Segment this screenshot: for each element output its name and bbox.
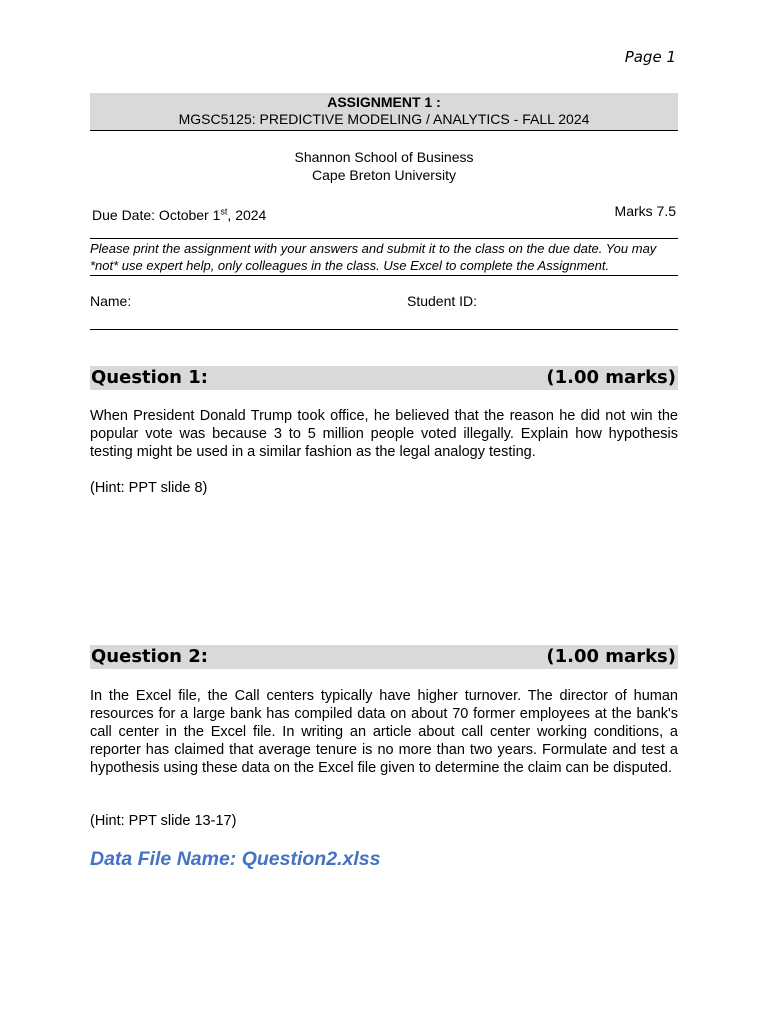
question-1-hint: (Hint: PPT slide 8) [90, 480, 208, 496]
name-label: Name: [90, 293, 132, 309]
course-title: MGSC5125: PREDICTIVE MODELING / ANALYTICS - FALL 2024 [178, 111, 590, 127]
school-block [90, 148, 678, 184]
question-2-heading [90, 645, 678, 669]
question-2-marks: (1.00 marks) [546, 646, 676, 667]
university-name: Cape Breton University [312, 167, 456, 183]
question-2-hint: (Hint: PPT slide 13-17) [90, 813, 237, 829]
instructions-notice: Please print the assignment with your answers and submit it to the class on the due date. You may *not* use expert help, only colleagues in the class. Use Excel to complete the Assignment. [90, 238, 678, 276]
assignment-title: ASSIGNMENT 1 : [327, 94, 441, 110]
student-info-row [90, 292, 678, 330]
total-marks: Marks 7.5 [614, 203, 676, 219]
question-2-text: In the Excel file, the Call centers typically have higher turnover. The director of human resources for a large bank has compiled data on about 70 former employees at the bank's call center in the Excel file. In writing an article about call center working conditions, a reporter has claimed that average tenure is no more than two years. Formulate and test a hypothesis using these data on the Excel file given to determine the claim can be disputed. [90, 688, 678, 776]
question-1-label: Question 1: [91, 367, 208, 388]
data-file-name: Data File Name: Question2.xlss [90, 848, 381, 870]
school-name: Shannon School of Business [294, 149, 474, 165]
question-1-heading [90, 366, 678, 390]
student-id-label: Student ID: [407, 293, 478, 309]
due-row [92, 202, 676, 224]
question-1-text: When President Donald Trump took office, he believed that the reason he did not win the popular vote was because 3 to 5 million people voted illegally. Explain how hypothesis testing might be used in a similar fashion as the legal analogy testing. [90, 408, 678, 460]
page-number: Page 1 [624, 48, 676, 66]
question-1-marks: (1.00 marks) [546, 367, 676, 388]
due-date: Due Date: October 1st, 2024 [92, 206, 267, 223]
assignment-title-box [90, 93, 678, 131]
question-2-label: Question 2: [91, 646, 208, 667]
